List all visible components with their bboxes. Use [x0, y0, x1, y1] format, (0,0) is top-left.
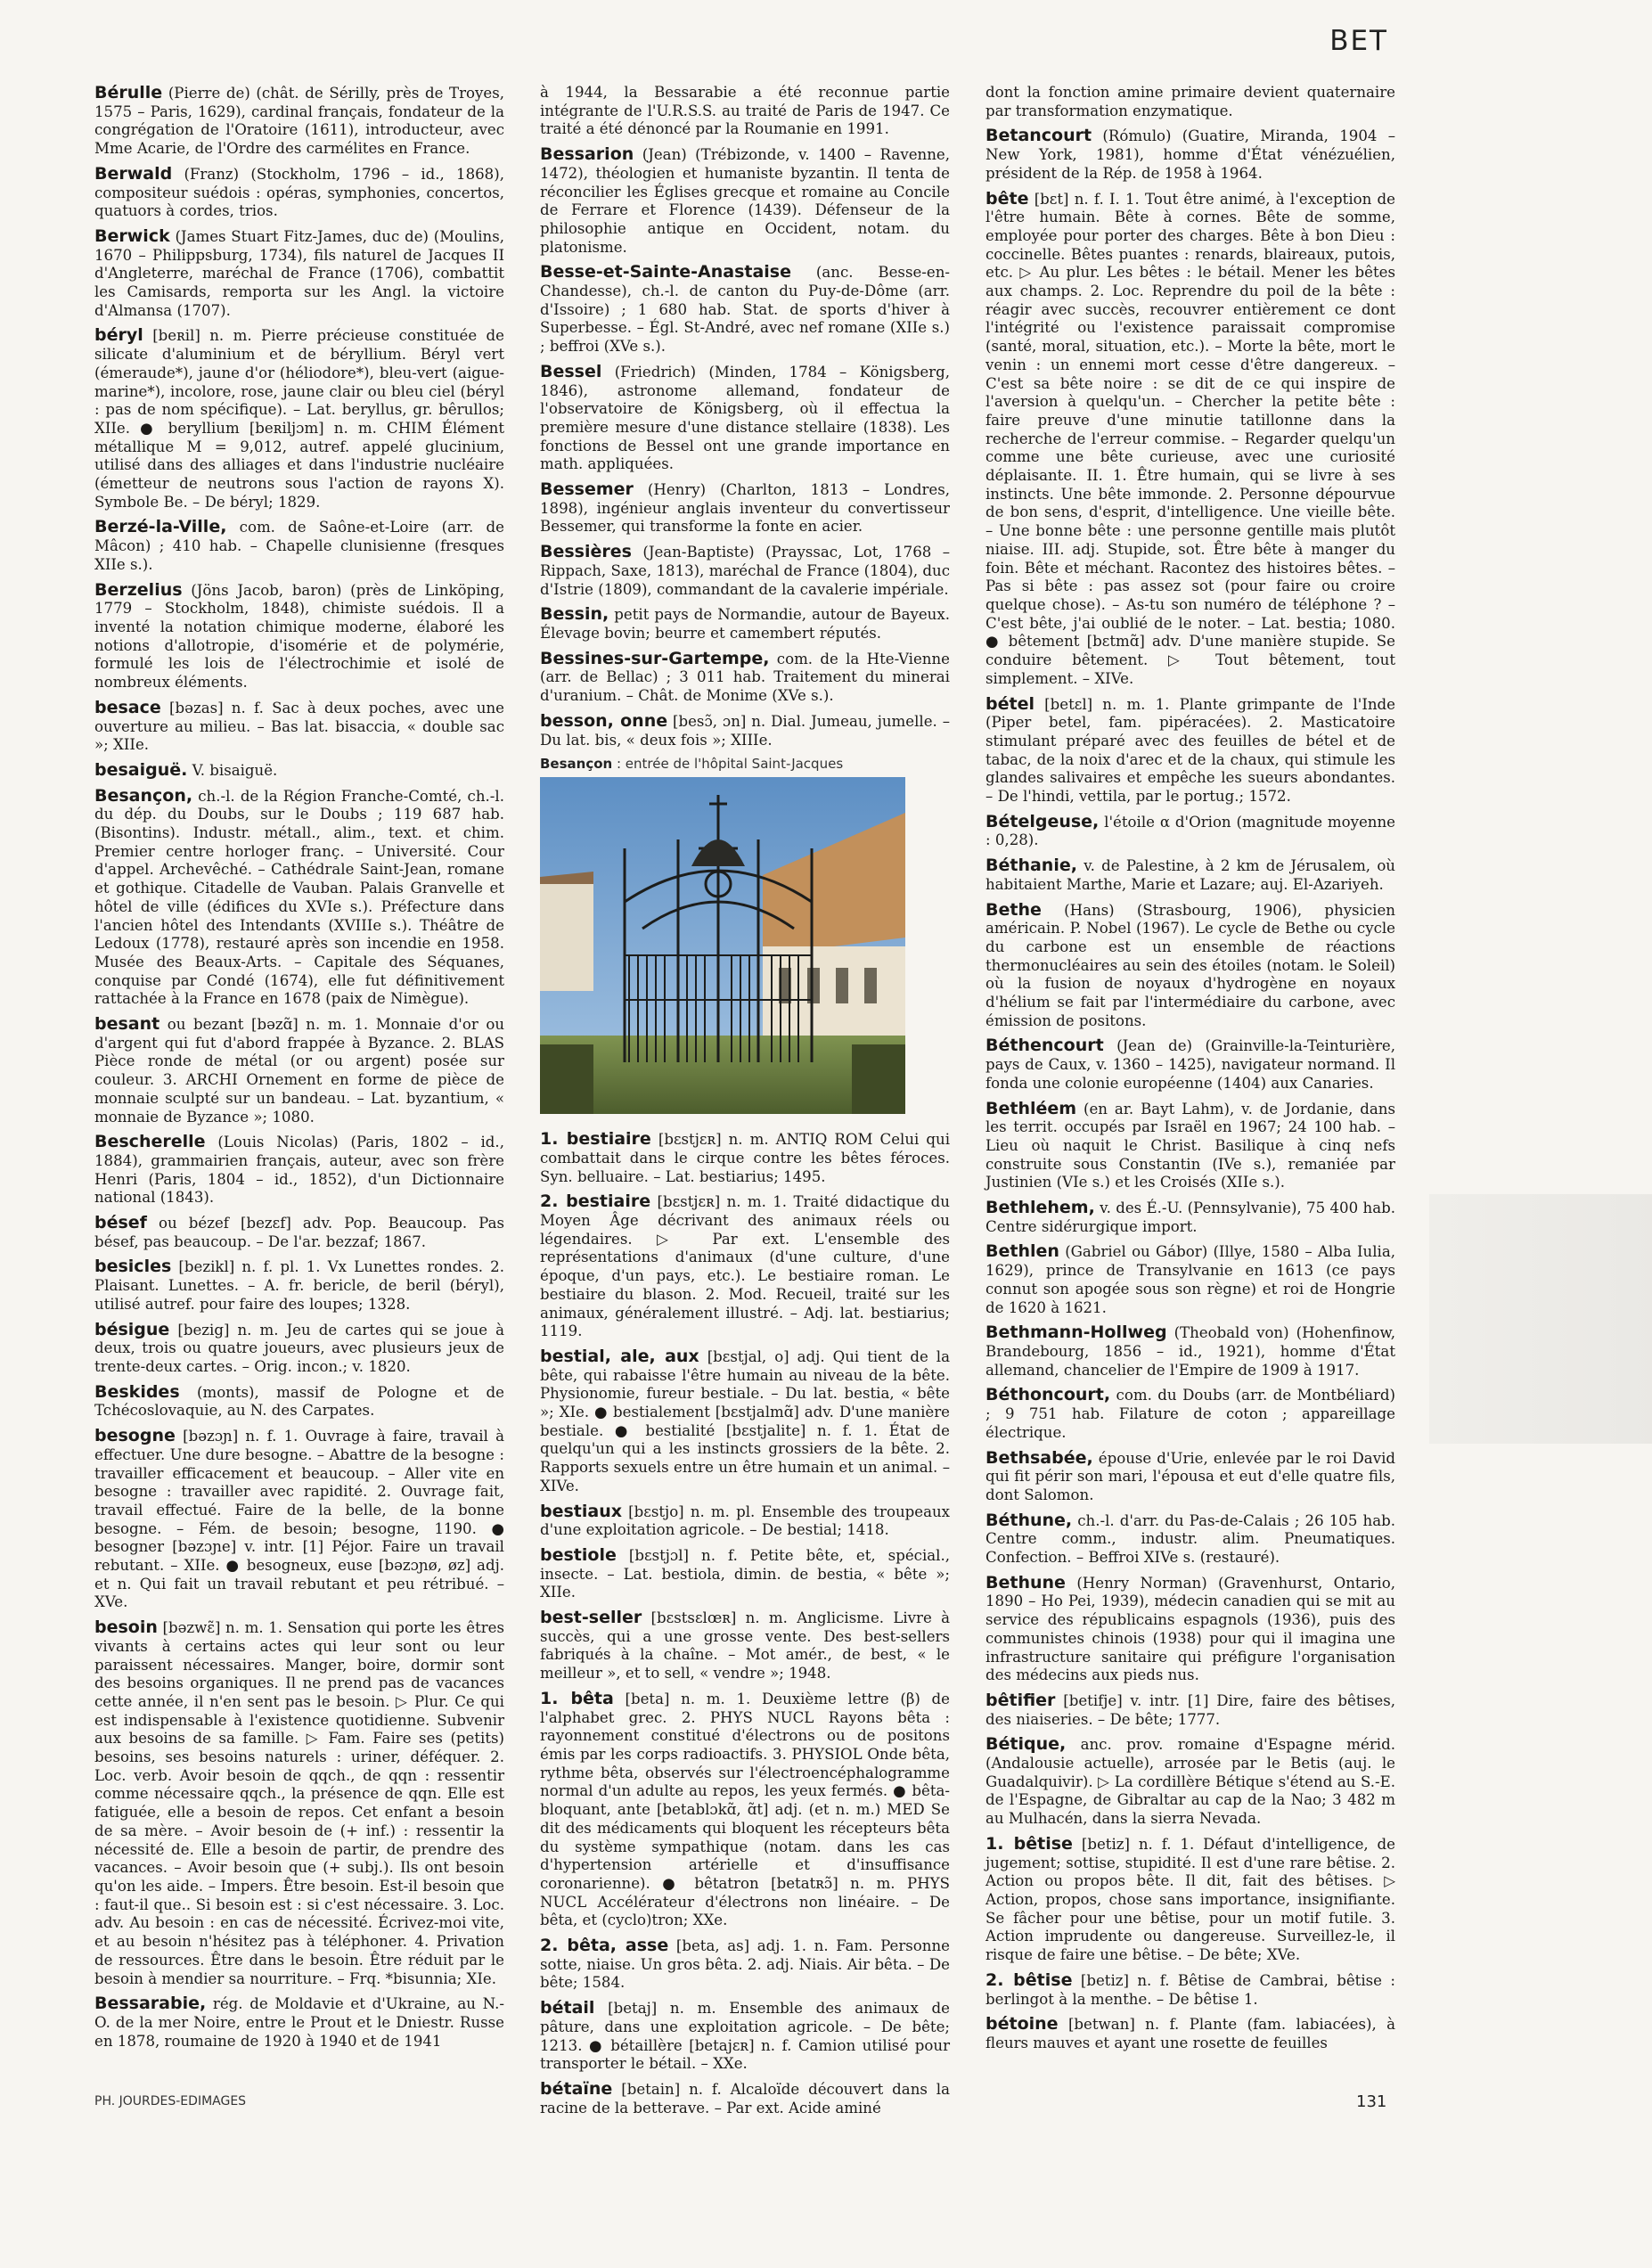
- entry-definition: (Henry) (Charlton, 1813 – Londres, 1898), ingénieur anglais inventeur du convertisseur Bessemer, qui transforme la fonte en acier.: [540, 481, 950, 536]
- entry-headword: 1. bestiaire: [540, 1129, 651, 1150]
- entry-definition: [betiz] n. f. Bêtise de Cambrai, bêtise : berlingot à la menthe. – De bêtise 1.: [985, 1971, 1395, 2008]
- entry-headword: besoin: [94, 1617, 158, 1638]
- dictionary-entry: [94, 518, 504, 574]
- dictionary-entry: [540, 1999, 950, 2074]
- entry-headword: bésef: [94, 1213, 147, 1233]
- dictionary-entry: [94, 1257, 504, 1314]
- entry-definition: (Rómulo) (Guatire, Miranda, 1904 – New York, 1981), homme d'État vénézuélien, président de la Rép. de 1958 à 1964.: [985, 127, 1395, 182]
- entry-definition: [betiz] n. f. 1. Défaut d'intelligence, de jugement; sottise, stupidité. Il est d'une rare bêtise. 2. Action ou propos bête. Il dit, fait des bêtises. ▷ Action, propos, chose sans importance, insignifiante. Se fâcher pour une bêtise, pour un motif futile. 3. Action imprudente ou dangereuse. Surveillez-le, il risque de faire une bêtise. – De bête; XVe.: [985, 1835, 1395, 1964]
- entry-definition: ch.-l. de la Région Franche-Comté, ch.-l. du dép. du Doubs, sur le Doubs ; 119 687 hab. (Bisontins). Industr. métall., alim., text. et chim. Premier centre horloger franç. – Université. Cour d'appel. Archevêché. – Cathédrale Saint-Jean, romane et gothique. Citadelle de Vauban. Palais Granvelle et hôtel de ville (édifices du XVIe s.). Préfecture dans l'ancien hôtel des Intendants (XVIIIe s.). Théâtre de Ledoux (1778), restauré après son incendie en 1958. Musée des Beaux-Arts. – Capitale des Séquanes, conquise par Condé (1674), elle fut définitivement rattachée à la France en 1678 (paix de Nimègue).: [94, 787, 504, 1008]
- entry-headword: Bérulle: [94, 83, 163, 102]
- dictionary-entry: [985, 190, 1395, 689]
- entry-definition: com. de Saône-et-Loire (arr. de Mâcon) ; 410 hab. – Chapelle clunisienne (fresques XIIe s.).: [94, 519, 504, 573]
- dictionary-entry: [985, 1511, 1395, 1568]
- entry-definition: [betwan] n. f. Plante (fam. labiacées), à fleurs mauves et ayant une rosette de feuilles: [985, 2016, 1396, 2051]
- entry-definition: [bɛstsɛlœʀ] n. m. Anglicisme. Livre à succès, qui a une grosse vente. Des best-sellers fabriqués à la chaîne. – Mot amér., de best, « le meilleur », et to sell, « vendre »; 1948.: [540, 1609, 950, 1683]
- entry-definition: (Jean de) (Grainville-la-Teinturière, pays de Caux, v. 1360 – 1425), navigateur normand. Il fonda une colonie européenne (1404) aux Canaries.: [985, 1037, 1395, 1092]
- entry-definition: (Jean-Baptiste) (Prayssac, Lot, 1768 – Rippach, Saxe, 1813), maréchal de France (1804), duc d'Istrie (1809), commandant de la cavalerie impériale.: [540, 544, 951, 598]
- dictionary-entry: [985, 1036, 1395, 1093]
- dictionary-entry: [94, 1994, 504, 2051]
- running-head: BET: [1329, 25, 1388, 57]
- entry-definition: [betain] n. f. Alcaloïde découvert dans la racine de la betterave. – Par ext. Acide aminé: [540, 2080, 951, 2117]
- entry-headword: bestial, ale, aux: [540, 1346, 699, 1366]
- entry-headword: besant: [94, 1014, 160, 1035]
- entry-headword: 2. bestiaire: [540, 1191, 651, 1212]
- entry-definition: dont la fonction amine primaire devient quaternaire par transformation enzymatique.: [985, 84, 1395, 119]
- entry-definition: (Hans) (Strasbourg, 1906), physicien américain. P. Nobel (1967). Le cycle de Bethe ou cycle du carbone est un ensemble de réactions thermonucléaires au sein des étoiles (notam. le Soleil) où la fusion de noyaux d'hydrogène en noyaux d'hélium se fait par l'intermédiaire du carbone, avec émission de positons.: [985, 901, 1395, 1029]
- dictionary-entry: [540, 84, 950, 139]
- entry-headword: bétail: [540, 1998, 595, 2018]
- dictionary-entry: [985, 1199, 1395, 1236]
- dictionary-entry: [985, 84, 1395, 120]
- dictionary-entry: [985, 813, 1395, 850]
- entry-headword: Berzé-la-Ville,: [94, 517, 227, 537]
- entry-definition: rég. de Moldavie et d'Ukraine, au N.-O. de la mer Noire, entre le Prout et le Dniestr. Russe en 1878, roumaine de 1920 à 1940 et de 1941: [94, 1995, 505, 2050]
- photo-credit: PH. JOURDES-EDIMAGES: [94, 2094, 247, 2108]
- entry-definition: ch.-l. d'arr. du Pas-de-Calais ; 26 105 hab. Centre comm., industr. alim. Pneumatiques. Confection. – Beffroi XIVe s. (restauré).: [985, 1511, 1395, 1567]
- dictionary-entry: [540, 1690, 950, 1930]
- entry-definition: [bɛstjɔl] n. f. Petite bête, et, spécial., insecte. – Lat. bestiola, dimin. de bestia, « bête »; XIIe.: [540, 1546, 950, 1601]
- figure-caption: [540, 756, 950, 772]
- dictionary-entry: [985, 1735, 1395, 1829]
- entry-headword: Bessemer: [540, 479, 634, 500]
- figure-caption-text: : entrée de l'hôpital Saint-Jacques: [612, 756, 844, 773]
- entry-headword: Béthoncourt,: [985, 1385, 1111, 1405]
- entry-headword: Beskides: [94, 1381, 180, 1402]
- entry-definition: (monts), massif de Pologne et de Tchécoslovaquie, au N. des Carpates.: [94, 1383, 504, 1420]
- entry-definition: (James Stuart Fitz-James, duc de) (Moulins, 1670 – Philippsburg, 1734), fils naturel de Jacques II d'Angleterre, maréchal de France (1706), combattit les Camisards, remporta sur les Angl. la victoire d'Almansa (1707).: [94, 227, 504, 319]
- entry-definition: [bɛstjɛʀ] n. m. 1. Traité didactique du Moyen Âge décrivant des animaux réels ou légendaires. ▷ Par ext. L'ensemble des représentations d'animaux (d'une culture, d'une époque, d'un pays, etc.). Le bestiaire roman. Le bestiaire du blason. 2. Mod. Recueil, traité sur les animaux, généralement illustré. – Adj. lat. bestiarius; 1119.: [540, 1193, 950, 1340]
- entry-headword: bestiaux: [540, 1501, 622, 1521]
- entry-headword: 2. bêtise: [985, 1969, 1073, 1990]
- entry-headword: Betancourt: [985, 126, 1092, 146]
- entry-definition: com. de la Hte-Vienne (arr. de Bellac) ; 3 011 hab. Traitement du minerai d'uranium. – Chât. de Monime (XVe s.).: [540, 650, 950, 705]
- entry-definition: v. de Palestine, à 2 km de Jérusalem, où habitaient Marthe, Marie et Lazare; auj. El-Azariyeh.: [985, 857, 1395, 893]
- entry-definition: ou bézef [bezɛf] adv. Pop. Beaucoup. Pas bésef, pas beaucoup. – De l'ar. bezzaf; 1867.: [94, 1215, 504, 1250]
- entry-definition: [bɛstjal, o] adj. Qui tient de la bête, qui rabaisse l'être humain au niveau de la bête. Physionomie, fureur bestiale. – Du lat. bestia, « bête »; XIe. ● bestialement [bɛstjalmɑ̃] adv. D'une manière bestiale. ● bestialité [bɛstjalite] n. f. 1. État de quelqu'un qui a les instincts grossiers de la bête. 2. Rapports sexuels entre un être humain et un animal. – XIVe.: [540, 1347, 950, 1494]
- dictionary-entry: [94, 581, 504, 692]
- entry-headword: Bessarabie,: [94, 1994, 207, 2014]
- entry-headword: 1. bêta: [540, 1688, 614, 1708]
- entry-headword: Berwald: [94, 163, 173, 184]
- entry-headword: Bessin,: [540, 604, 609, 625]
- dictionary-entry: [985, 1835, 1395, 1965]
- dictionary-entry: [985, 1691, 1395, 1729]
- entry-headword: Bessarion: [540, 144, 634, 165]
- entry-definition: [bəzas] n. f. Sac à deux poches, avec une ouverture au milieu. – Bas lat. bisaccia, « double sac »; XIIe.: [94, 699, 504, 754]
- dictionary-entry: [540, 1347, 950, 1496]
- dictionary-entry: [94, 761, 504, 781]
- dictionary-entry: [94, 165, 504, 221]
- entry-headword: Besançon,: [94, 785, 193, 806]
- entry-headword: bétoine: [985, 2014, 1059, 2035]
- entry-definition: [bɛstjɛʀ] n. m. ANTIQ ROM Celui qui combattait dans le cirque contre les bêtes féroces. Syn. belluaire. – Lat. bestiarius; 1495.: [540, 1131, 950, 1185]
- dictionary-entry: [985, 1386, 1395, 1442]
- entry-headword: Bételgeuse,: [985, 811, 1100, 831]
- dictionary-entry: [540, 1130, 950, 1186]
- dictionary-entry: [540, 605, 950, 643]
- entry-definition: [betaj] n. m. Ensemble des animaux de pâture, dans une exploitation agricole. – De bête; 1213. ● bétaillère [betajɛʀ] n. f. Camion utilisé pour transporter le bétail. – XXe.: [540, 2000, 950, 2073]
- entry-definition: (Gabriel ou Gábor) (Illye, 1580 – Alba Iulia, 1629), prince de Transylvanie en 1613 (ce pays connut son apogée sous son règne) et roi de Hongrie de 1620 à 1621.: [985, 1243, 1395, 1316]
- entry-headword: Bethe: [985, 899, 1042, 920]
- dictionary-entry: [540, 480, 950, 536]
- dictionary-entry: [985, 127, 1395, 183]
- entry-headword: besace: [94, 697, 161, 717]
- entry-definition: ou bezant [bəzɑ̃] n. m. 1. Monnaie d'or ou d'argent qui fut d'abord frappée à Byzance. 2. BLAS Pièce ronde de métal (or ou argent) posée sur couleur. 3. ARCHI Ornement en forme de pièce de monnaie sculpté sur un bandeau. – Lat. byzantium, « monnaie de Byzance »; 1080.: [94, 1016, 505, 1126]
- dictionary-entry: [540, 263, 950, 356]
- entry-headword: besicles: [94, 1257, 172, 1277]
- besancon-hospital-gate-photo: [540, 777, 905, 1114]
- dictionary-entry: [94, 1015, 504, 1126]
- dictionary-entry: [540, 712, 950, 749]
- dictionary-entry: [94, 1383, 504, 1421]
- entry-headword: Bethléem: [985, 1098, 1077, 1118]
- dictionary-entry: [94, 1618, 504, 1988]
- entry-headword: besaiguë.: [94, 759, 188, 780]
- entry-headword: Béthanie,: [985, 856, 1077, 876]
- entry-headword: Bethmann-Hollweg: [985, 1322, 1167, 1343]
- dictionary-entry: [985, 1242, 1395, 1317]
- entry-headword: Bessines-sur-Gartempe,: [540, 648, 770, 668]
- dictionary-entry: [985, 695, 1395, 806]
- entry-definition: [beʀil] n. m. Pierre précieuse constituée de silicate d'aluminium et de béryllium. Béryl vert (émeraude*), jaune d'or (héliodore*), bleu-vert (aigue-marine*), incolore, rose, jaune clair ou bleu ciel (béryl : pas de nom spécifique). – Lat. beryllus, gr. bêrullos; XIIe. ● beryllium [beʀiljɔm] n. m. CHIM Élément métallique M = 9,012, autref. appelé glucinium, utilisé dans des alliages et dans l'industrie nucléaire (émetteur de neutrons sous l'action de rayons X). Symbole Be. – De béryl; 1829.: [94, 327, 504, 511]
- dictionary-entry: [540, 1546, 950, 1602]
- entry-headword: besson, onne: [540, 710, 668, 731]
- entry-definition: (Louis Nicolas) (Paris, 1802 – id., 1884), grammairien français, auteur, avec son frère Henri (Paris, 1804 – id., 1852), d'un Dictionnaire national (1843).: [94, 1134, 504, 1207]
- entry-headword: Bethsabée,: [985, 1447, 1093, 1468]
- dictionary-entry: [985, 856, 1395, 894]
- dictionary-entry: [94, 326, 504, 512]
- page-number: 131: [1356, 2092, 1387, 2111]
- entry-headword: 2. bêta, asse: [540, 1936, 669, 1956]
- entry-definition: [bɛt] n. f. I. 1. Tout être animé, à l'exception de l'être humain. Bête à cornes. Bête de somme, employée pour porter des charges. Bête à bon Dieu : coccinelle. Bêtes puantes : renards, blaireaux, putois, etc. ▷ Au plur. Les bêtes : le bétail. Mener les bêtes aux champs. 2. Loc. Reprendre du poil de la bête : réagir avec succès, recouvrer entièrement ce dont l'intégrité ou l'existence paraissait compromise (santé, moral, situation, etc.). – Morte la bête, mort le venin : un ennemi mort cesse d'être dangereux. – C'est sa bête noire : se dit de ce qui inspire de l'aversion à quelqu'un. – Chercher la petite bête : faire preuve d'une minutie tatillonne dans la recherche de l'erreur commise. – Regarder quelqu'un comme une bête curieuse, avec une curiosité déplaisante. II. 1. Être humain, qui se livre à ses instincts. Une bête immonde. 2. Personne dépourvue de bon sens, d'esprit, d'intelligence. Une vieille bête. – Une bonne bête : une personne gentille mais plutôt niaise. III. adj. Stupide, sot. Être bête à manger du foin. Bête et méchant. Racontez des histoires bêtes. – Pas si bête : pas assez sot (pour faire ou croire quelque chose). – As-tu son numéro de téléphone ? – C'est bête, j'ai oublié de le noter. – Lat. bestia; 1080. ● bêtement [bɛtmɑ̃] adv. D'une manière stupide. Se conduire bêtement. ▷ Tout bêtement, tout simplement. – XIVe.: [985, 190, 1395, 687]
- dictionary-entry: [985, 2015, 1395, 2052]
- entry-headword: Béthencourt: [985, 1036, 1104, 1056]
- entry-headword: bétaïne: [540, 2078, 613, 2099]
- entry-definition: (en ar. Bayt Lahm), v. de Jordanie, dans les territ. occupés par Israël en 1967; 24 100 hab. – Lieu où naquit le Christ. Basilique à cinq nefs construite sous Constantin (IVe s.), remaniée par Justinien (VIe s.) et les Croisés (XIIe s.).: [985, 1100, 1395, 1191]
- entry-definition: (Franz) (Stockholm, 1796 – id., 1868), compositeur suédois : opéras, symphonies, concertos, quatuors à cordes, trios.: [94, 165, 504, 220]
- dictionary-entry: [985, 1574, 1395, 1685]
- dictionary-entry: [985, 1449, 1395, 1505]
- figure-caption-name: Besançon: [540, 756, 613, 773]
- entry-headword: Bescherelle: [94, 1132, 206, 1152]
- entry-headword: bétel: [985, 693, 1035, 714]
- entry-definition: (Jöns Jacob, baron) (près de Linköping, 1779 – Stockholm, 1848), chimiste suédois. Il a inventé la notation chimique moderne, élaboré les notions d'allotropie, d'isomérie et de polymérie, formulé les lois de l'électrochimie et isolé de nombreux éléments.: [94, 581, 504, 692]
- entry-definition: [beta] n. m. 1. Deuxième lettre (β) de l'alphabet grec. 2. PHYS NUCL Rayons bêta : rayonnement constitué d'électrons ou de positons émis par les corps radioactifs. 3. PHYSIOL Onde bêta, rythme bêta, observés sur l'électroencéphalogramme normal d'un adulte au repos, les yeux fermés. ● bêta-bloquant, ante [betablɔkɑ̃, ɑ̃t] adj. (et n. m.) MED Se dit des médicaments qui bloquent les récepteurs bêta du système sympathique (notam. dans les cas d'hypertension artérielle et d'insuffisance coronarienne). ● bêtatron [betatʀɔ̃] n. m. PHYS NUCL Accélérateur d'électrons non linéaire. – De bêta, et (cyclo)tron; XXe.: [540, 1690, 950, 1929]
- entry-headword: Bethune: [985, 1572, 1066, 1593]
- entry-definition: [betifje] v. intr. [1] Dire, faire des bêtises, des niaiseries. – De bête; 1777.: [985, 1691, 1395, 1728]
- entry-headword: Berwick: [94, 225, 170, 246]
- entry-headword: Bessières: [540, 542, 632, 562]
- column-middle: [540, 84, 951, 2117]
- dictionary-entry: [985, 1971, 1395, 2009]
- dictionary-entry: [540, 1936, 950, 1993]
- entry-headword: Bétique,: [985, 1734, 1067, 1755]
- entry-headword: bêtifier: [985, 1690, 1056, 1710]
- entry-headword: 1. bêtise: [985, 1833, 1073, 1854]
- entry-headword: Berzelius: [94, 579, 183, 600]
- entry-headword: bête: [985, 188, 1029, 209]
- entry-headword: besogne: [94, 1426, 176, 1446]
- dictionary-entry: [540, 650, 950, 706]
- dictionary-entry: [540, 1502, 950, 1540]
- entry-headword: Bethlehem,: [985, 1198, 1095, 1218]
- entry-definition: [bəzwɛ̃] n. m. 1. Sensation qui porte les êtres vivants à certains actes qui leur sont ou leur paraissent nécessaires. Manger, boire, dormir sont des besoins organiques. Il ne prend pas de vacances cette année, il n'en sent pas le besoin. ▷ Plur. Ce qui est indispensable à l'existence quotidienne. Subvenir aux besoins de sa famille. ▷ Fam. Faire ses (petits) besoins, ses besoins naturels : uriner, déféquer. 2. Loc. verb. Avoir besoin de qqch., de qqn : ressentir comme nécessaire qqch., la présence de qqn. Elle est fatiguée, elle a besoin de repos. Cet enfant a besoin de sa mère. – Avoir besoin de (+ inf.) : ressentir la nécessité de. Elle a besoin de partir, de prendre des vacances. – Avoir besoin que (+ subj.). Ils ont besoin qu'on les aide. – Impers. Être besoin. Est-il besoin que : faut-il que.. Si besoin est : si c'est nécessaire. 3. Loc. adv. Au besoin : en cas de nécessité. Écrivez-moi vite, et au besoin n'hésitez pas à téléphoner. 4. Privation de ressources. Être dans le besoin. Être réduit par le besoin à mendier sa nourriture. – Frq. *bisunnia; XIe.: [94, 1619, 505, 1987]
- dictionary-entry: [94, 787, 504, 1009]
- dictionary-entry: [985, 1323, 1395, 1380]
- dictionary-entry: [94, 227, 504, 321]
- entry-definition: (anc. Besse-en-Chandesse), ch.-l. de canton du Puy-de-Dôme (arr. d'Issoire) ; 1 680 hab. Stat. de sports d'hiver à Superbesse. – Égl. St-André, avec nef romane (XIIe s.) ; beffroi (XVe s.).: [540, 264, 951, 356]
- entry-definition: (Jean) (Trébizonde, v. 1400 – Ravenne, 1472), théologien et humaniste byzantin. Il tenta de réconcilier les Églises grecque et romaine au Concile de Ferrare et Florence (1439). Défenseur de la philosophie antique en Occident, notam. du platonisme.: [540, 146, 950, 256]
- entry-definition: [bezig] n. m. Jeu de cartes qui se joue à deux, trois ou quatre joueurs, avec plusieurs jeux de trente-deux cartes. – Orig. incon.; v. 1820.: [94, 1321, 504, 1375]
- column-left: [94, 84, 504, 2080]
- dictionary-entry: [540, 2080, 950, 2117]
- entry-definition: [bɛstjo] n. m. pl. Ensemble des troupeaux d'une exploitation agricole. – De bestial; 1418.: [540, 1502, 951, 1539]
- entry-definition: (Friedrich) (Minden, 1784 – Königsberg, 1846), astronome allemand, fondateur de l'observatoire de Königsberg, où il effectua la première mesure d'une distance stellaire (1838). Les fonctions de Bessel ont une grande importance en math. appliquées.: [540, 363, 950, 473]
- entry-definition: com. du Doubs (arr. de Montbéliard) ; 9 751 hab. Filature de coton ; appareillage électrique.: [985, 1387, 1395, 1441]
- entry-definition: [bəzɔɲ] n. f. 1. Ouvrage à faire, travail à effectuer. Une dure besogne. – Abattre de la besogne : travailler efficacement et beaucoup. – Aller vite en besogne : travailler avec rapidité. 2. Ouvrage fait, travail effectué. Faire de la belle, de la bonne besogne. – Fém. de besoin; besogne, 1190. ● besogner [bəzɔɲe] v. intr. [1] Péjor. Faire un travail rebutant. – XIIe. ● besogneux, euse [bəzɔɲø, øz] adj. et n. Qui fait un travail rebutant et peu rétribué. – XVe.: [94, 1428, 504, 1611]
- entry-headword: bestiole: [540, 1544, 617, 1565]
- dictionary-entry: [540, 1609, 950, 1683]
- entry-definition: [besɔ̃, ɔn] n. Dial. Jumeau, jumelle. – Du lat. bis, « deux fois »; XIIIe.: [540, 712, 950, 749]
- entry-definition: petit pays de Normandie, autour de Bayeux. Élevage bovin; beurre et camembert réputés.: [540, 606, 951, 642]
- entry-headword: béryl: [94, 325, 143, 346]
- entry-definition: V. bisaiguë.: [192, 761, 278, 779]
- dictionary-entry: [94, 1321, 504, 1377]
- column-right: [985, 84, 1395, 2080]
- entry-definition: l'étoile α d'Orion (magnitude moyenne : 0,28).: [985, 813, 1396, 849]
- column-middle-top: [540, 84, 950, 749]
- dictionary-entry: [540, 363, 950, 474]
- dictionary-entry: [985, 1100, 1395, 1193]
- entry-definition: (Theobald von) (Hohenfinow, Brandebourg, 1856 – id., 1921), homme d'État allemand, chancelier de l'Empire de 1909 à 1917.: [985, 1324, 1395, 1379]
- column-middle-bottom: [540, 1130, 950, 2117]
- entry-definition: v. des É.-U. (Pennsylvanie), 75 400 hab. Centre sidérurgique import.: [985, 1200, 1395, 1235]
- entry-headword: bésigue: [94, 1319, 170, 1339]
- dictionary-entry: [94, 1133, 504, 1208]
- dictionary-entry: [540, 145, 950, 257]
- entry-headword: Béthune,: [985, 1510, 1073, 1530]
- scan-margin-shadow: [1429, 1194, 1652, 1444]
- entry-headword: Besse-et-Sainte-Anastaise: [540, 262, 791, 282]
- entry-definition: épouse d'Urie, enlevée par le roi David qui fit périr son mari, l'épousa et eut d'elle quatre fils, dont Salomon.: [985, 1449, 1396, 1503]
- dictionary-entry: [985, 901, 1395, 1031]
- dictionary-entry: [540, 1192, 950, 1341]
- entry-headword: best-seller: [540, 1608, 642, 1628]
- dictionary-entry: [94, 84, 504, 159]
- entry-definition: (Pierre de) (chât. de Sérilly, près de Troyes, 1575 – Paris, 1629), cardinal français, fondateur de la congrégation de l'Oratoire (1611), introducteur, avec Mme Acarie, de l'Ordre des carmélites en France.: [94, 85, 504, 158]
- dictionary-entry: [94, 1427, 504, 1612]
- entry-definition: [bezikl] n. f. pl. 1. Vx Lunettes rondes. 2. Plaisant. Lunettes. – A. fr. bericle, de beril (béryl), utilisé autref. pour faire des loupes; 1328.: [94, 1258, 504, 1313]
- entry-definition: [betɛl] n. m. 1. Plante grimpante de l'Inde (Piper betel, fam. pipéracées). 2. Masticatoire stimulant préparé avec des feuilles de bétel et de tabac, de la noix d'arec et de la chaux, qui stimule les glandes salivaires et empêche les sueurs abondantes. – De l'hindi, vettila, par le portug.; 1572.: [985, 695, 1395, 806]
- entry-definition: anc. prov. romaine d'Espagne mérid. (Andalousie actuelle), arrosée par le Betis (auj. le Guadalquivir). ▷ La cordillère Bétique s'étend au S.-E. de l'Espagne, de Gibraltar au cap de la Nao; 3 482 m au Mulhacén, dans la sierra Nevada.: [985, 1736, 1395, 1828]
- entry-headword: Bessel: [540, 361, 602, 381]
- dictionary-entry: [94, 1214, 504, 1251]
- dictionary-entry: [94, 699, 504, 755]
- entry-definition: (Henry Norman) (Gravenhurst, Ontario, 1890 – Ho Pei, 1939), médecin canadien qui se mit au service des républicains espagnols (1936), puis des communistes chinois (1938) pour qui il imagina une infrastructure sanitaire qui préfigure l'organisation des médecins aux pieds nus.: [985, 1574, 1396, 1684]
- entry-definition: à 1944, la Bessarabie a été reconnue partie intégrante de l'U.R.S.S. au traité de Paris de 1947. Ce traité a été dénoncé par la Roumanie en 1991.: [540, 84, 950, 138]
- entry-definition: [beta, as] adj. 1. n. Fam. Personne sotte, niaise. Un gros bêta. 2. adj. Niais. Air bêta. – De bête; 1584.: [540, 1937, 950, 1992]
- dictionary-entry: [540, 543, 950, 599]
- entry-headword: Bethlen: [985, 1241, 1059, 1262]
